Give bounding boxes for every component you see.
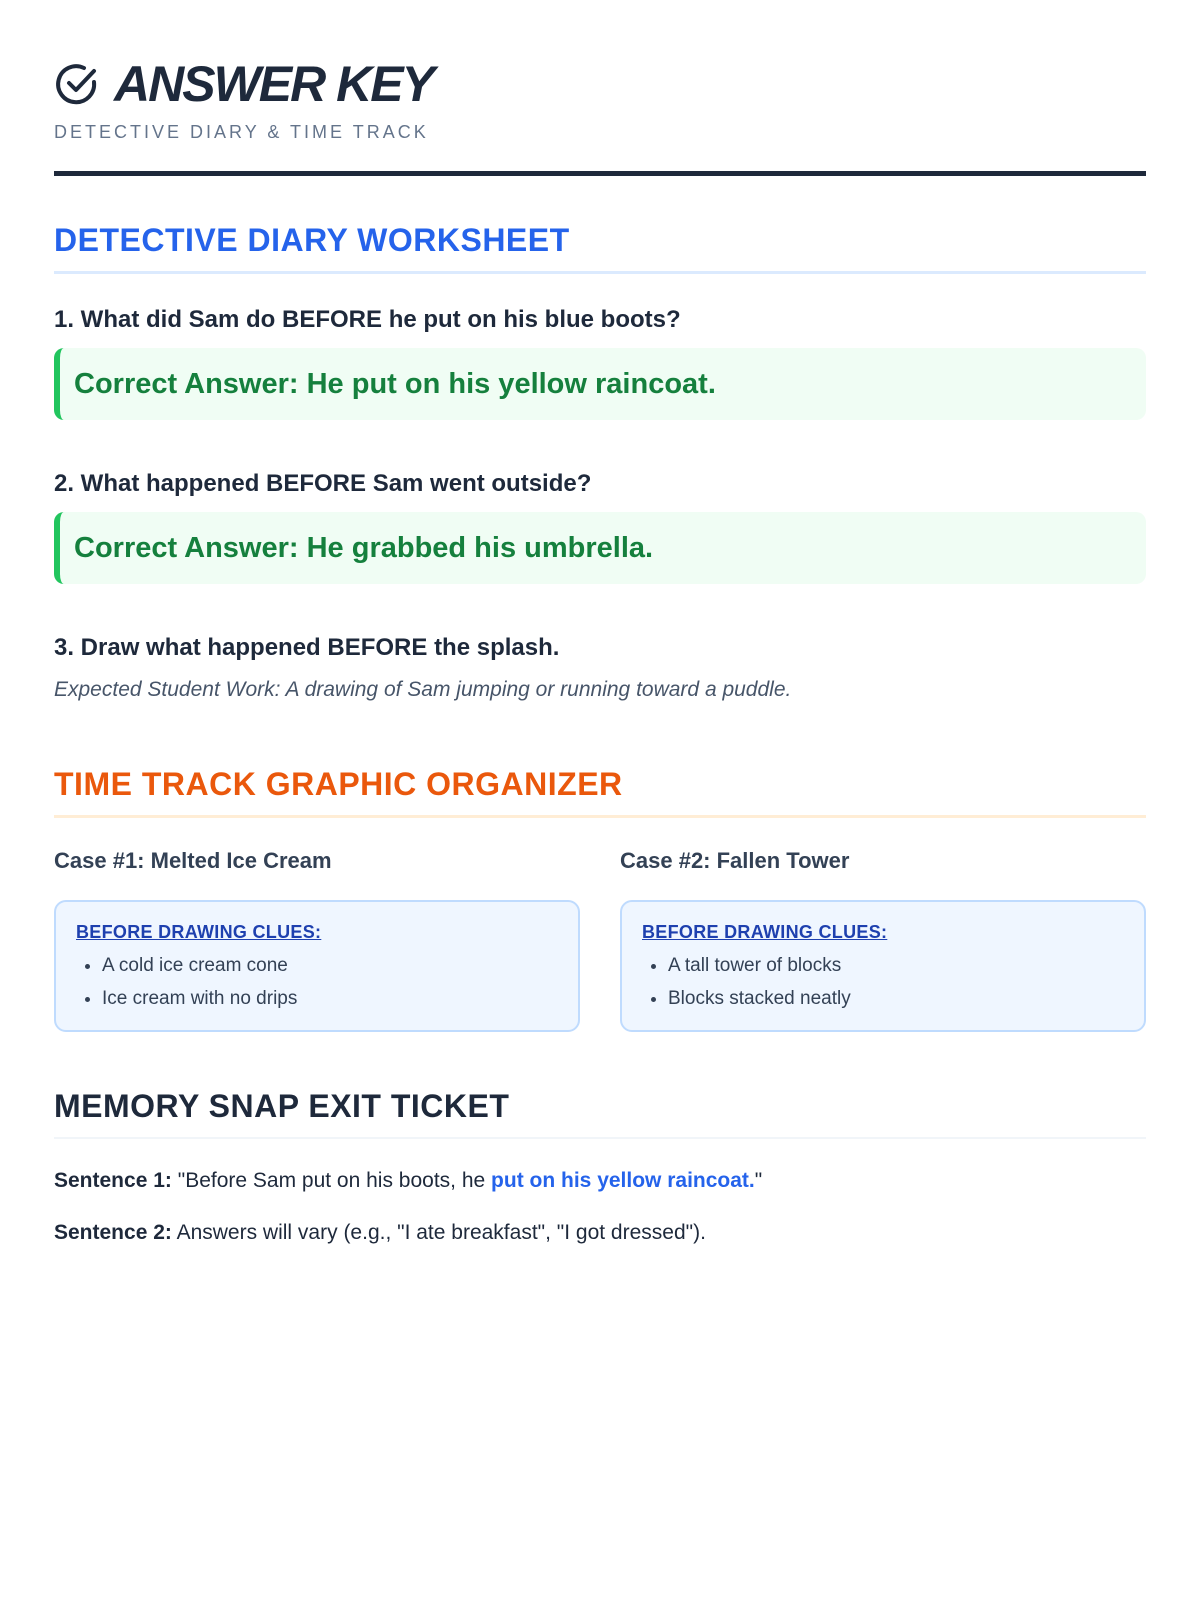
answer-2: Correct Answer: He grabbed his umbrella. (54, 512, 1146, 584)
organizer-section-title: TIME TRACK GRAPHIC ORGANIZER (54, 766, 1146, 818)
check-circle-icon (54, 61, 100, 107)
list-item: • Ice cream with no drips (102, 982, 558, 1015)
sentence-1-label: Sentence 1: (54, 1169, 172, 1192)
list-item: • A tall tower of blocks (668, 949, 1124, 982)
sentence-1-suffix: " (754, 1169, 763, 1192)
list-item: • A cold ice cream cone (102, 949, 558, 982)
header (54, 0, 1146, 176)
title-row (54, 58, 1146, 110)
page-title: ANSWER KEY (114, 56, 433, 112)
sentence-2-text: Answers will vary (e.g., "I ate breakfast", "I got dressed"). (176, 1221, 706, 1244)
answer-1: Correct Answer: He put on his yellow raincoat. (54, 348, 1146, 420)
case-1-title: Case #1: Melted Ice Cream (54, 848, 332, 873)
sentence-1-highlight: put on his yellow raincoat. (491, 1169, 755, 1192)
sentence-1-prefix: "Before Sam put on his boots, he (177, 1169, 492, 1192)
case-1 (54, 848, 580, 1032)
question-2: 2. What happened BEFORE Sam went outside? (54, 470, 592, 497)
exit-ticket-section-title: MEMORY SNAP EXIT TICKET (54, 1088, 1146, 1139)
sentence-2-label: Sentence 2: (54, 1221, 172, 1244)
cases-row (54, 848, 1146, 1032)
header-divider (54, 171, 1146, 176)
question-3: 3. Draw what happened BEFORE the splash. (54, 634, 560, 661)
case-1-clue-heading: BEFORE DRAWING CLUES: (76, 922, 322, 942)
case-1-clue-list (76, 949, 558, 1015)
case-2-clue-heading: BEFORE DRAWING CLUES: (642, 922, 888, 942)
case-2-clue-box (620, 900, 1146, 1032)
case-2 (620, 848, 1146, 1032)
sentence-2 (54, 1221, 1146, 1245)
page-subtitle: DETECTIVE DIARY & TIME TRACK (54, 122, 429, 142)
case-2-title: Case #2: Fallen Tower (620, 848, 850, 873)
expected-student-work: Expected Student Work: A drawing of Sam jumping or running toward a puddle. (54, 678, 792, 701)
question-1: 1. What did Sam do BEFORE he put on his blue boots? (54, 306, 681, 333)
case-2-clue-list (642, 949, 1124, 1015)
list-item: • Blocks stacked neatly (668, 982, 1124, 1015)
sentence-1 (54, 1169, 1146, 1193)
worksheet-section-title: DETECTIVE DIARY WORKSHEET (54, 222, 1146, 274)
case-1-clue-box (54, 900, 580, 1032)
